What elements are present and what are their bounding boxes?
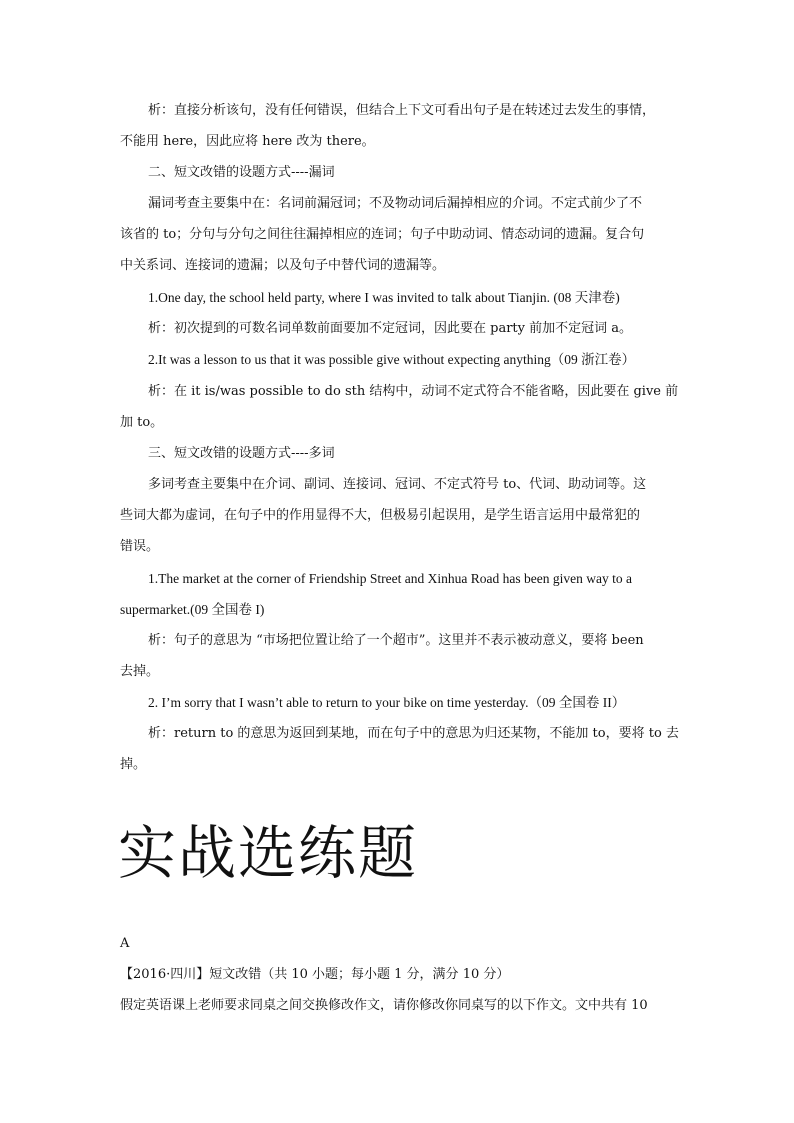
section-title: 实战选练题 [118, 819, 419, 887]
example-sentence: 1.One day, the school held party, where I was invited to talk about Tianjin. (08 天津卷) [148, 290, 620, 305]
example-sentence: 2.It was a lesson to us that it was possible give without expecting anything（09 浙江卷） [148, 352, 636, 367]
paragraph-line: 析：在 it is/was possible to do sth 结构中，动词不定式符合不能省略，因此要在 give 前 [148, 384, 679, 399]
paragraph-line: 中关系词、连接词的遗漏；以及句子中替代词的遗漏等。 [120, 258, 446, 273]
paragraph-line: 析：句子的意思为 “市场把位置让给了一个超市”。这里并不表示被动意义，要将 been [148, 633, 644, 648]
paragraph-line: 析：初次提到的可数名词单数前面要加不定冠词，因此要在 party 前加不定冠词 a。 [148, 321, 633, 336]
paragraph-line: 析：return to 的意思为返回到某地，而在句子中的意思为归还某物，不能加 to，要将 to 去 [148, 726, 679, 741]
paragraph-line: 漏词考查主要集中在：名词前漏冠词；不及物动词后漏掉相应的介词。不定式前少了不 [148, 196, 643, 211]
paragraph-line: 假定英语课上老师要求同桌之间交换修改作文，请你修改你同桌写的以下作文。文中共有 10 [120, 998, 648, 1013]
example-sentence: 1.The market at the corner of Friendship Street and Xinhua Road has been given way to a [148, 571, 632, 586]
paragraph-line: 不能用 here，因此应将 here 改为 there。 [120, 134, 375, 149]
example-sentence: supermarket.(09 全国卷 I) [120, 602, 265, 617]
exercise-label: A [120, 936, 130, 951]
paragraph-line: 该省的 to；分句与分句之间往往漏掉相应的连词；句子中助动词、情态动词的遗漏。复合句 [120, 227, 645, 242]
exercise-heading: 【2016·四川】短文改错（共 10 小题；每小题 1 分，满分 10 分） [120, 967, 510, 982]
paragraph-line: 析：直接分析该句，没有任何错误，但结合上下文可看出句子是在转述过去发生的事情， [148, 103, 656, 118]
section-heading: 三、短文改错的设题方式----多词 [148, 446, 335, 461]
paragraph-line: 去掉。 [120, 664, 160, 679]
paragraph-line: 加 to。 [120, 415, 164, 430]
paragraph-line: 多词考查主要集中在介词、副词、连接词、冠词、不定式符号 to、代词、助动词等。这 [148, 477, 647, 492]
paragraph-line: 掉。 [120, 757, 147, 772]
example-sentence: 2. I’m sorry that I wasn’t able to return to your bike on time yesterday.（09 全国卷 II） [148, 695, 626, 710]
section-heading: 二、短文改错的设题方式----漏词 [148, 165, 335, 180]
paragraph-line: 些词大都为虚词，在句子中的作用显得不大，但极易引起误用，是学生语言运用中最常犯的 [120, 508, 641, 523]
paragraph-line: 错误。 [120, 539, 160, 554]
